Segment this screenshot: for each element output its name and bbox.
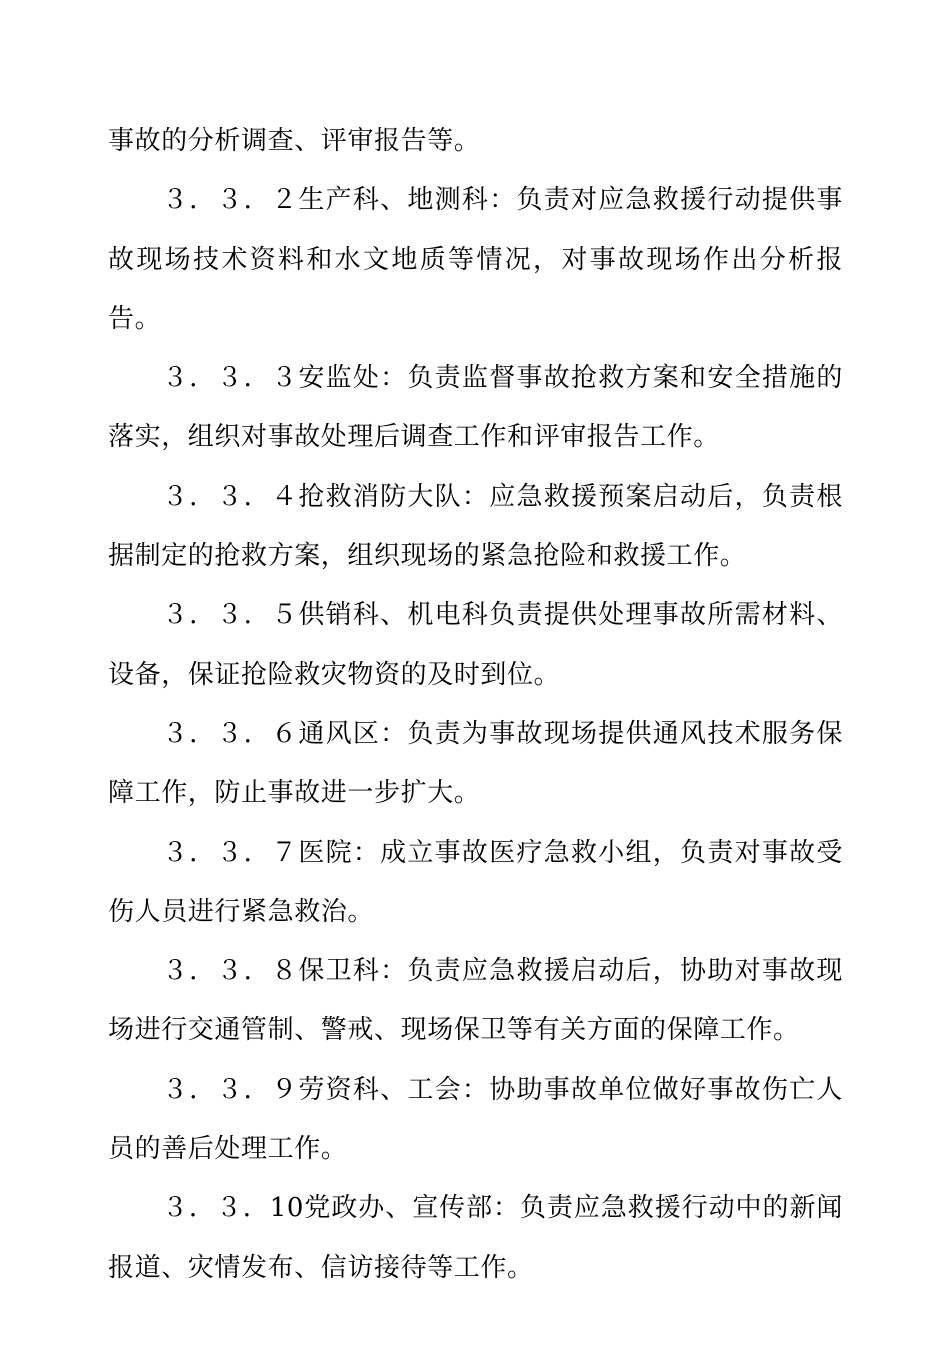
document-body (108, 112, 843, 1298)
paragraph-3-3-4: ３．３．４抢救消防大队：应急救援预案启动后，负责根据制定的抢救方案，组织现场的紧急抢险和救援工作。 (108, 481, 843, 572)
paragraph-3-3-2: ３．３．２生产科、地测科：负责对应急救援行动提供事故现场技术资料和水文地质等情况，对事故现场作出分析报告。 (108, 185, 843, 334)
paragraph-3-3-7: ３．３．７医院：成立事故医疗急救小组，负责对事故受伤人员进行紧急救治。 (108, 837, 843, 927)
paragraph-3-3-8: ３．３．８保卫科：负责应急救援启动后，协助对事故现场进行交通管制、警戒、现场保卫等有关方面的保障工作。 (108, 956, 843, 1046)
paragraph-3-3-3: ３．３．３安监处：负责监督事故抢救方案和安全措施的落实，组织对事故处理后调查工作和评审报告工作。 (108, 363, 843, 453)
paragraph-3-3-9: ３．３．９劳资科、工会：协助事故单位做好事故伤亡人员的善后处理工作。 (108, 1074, 843, 1165)
paragraph-3-3-6: ３．３．６通风区：负责为事故现场提供通风技术服务保障工作，防止事故进一步扩大。 (108, 718, 843, 809)
paragraph-continuation: 事故的分析调查、评审报告等。 (108, 126, 481, 156)
paragraph-3-3-10: ３．３．10党政办、宣传部：负责应急救援行动中的新闻报道、灾情发布、信访接待等工作。 (108, 1193, 843, 1283)
paragraph-3-3-5: ３．３．５供销科、机电科负责提供处理事故所需材料、设备，保证抢险救灾物资的及时到位。 (108, 600, 843, 690)
